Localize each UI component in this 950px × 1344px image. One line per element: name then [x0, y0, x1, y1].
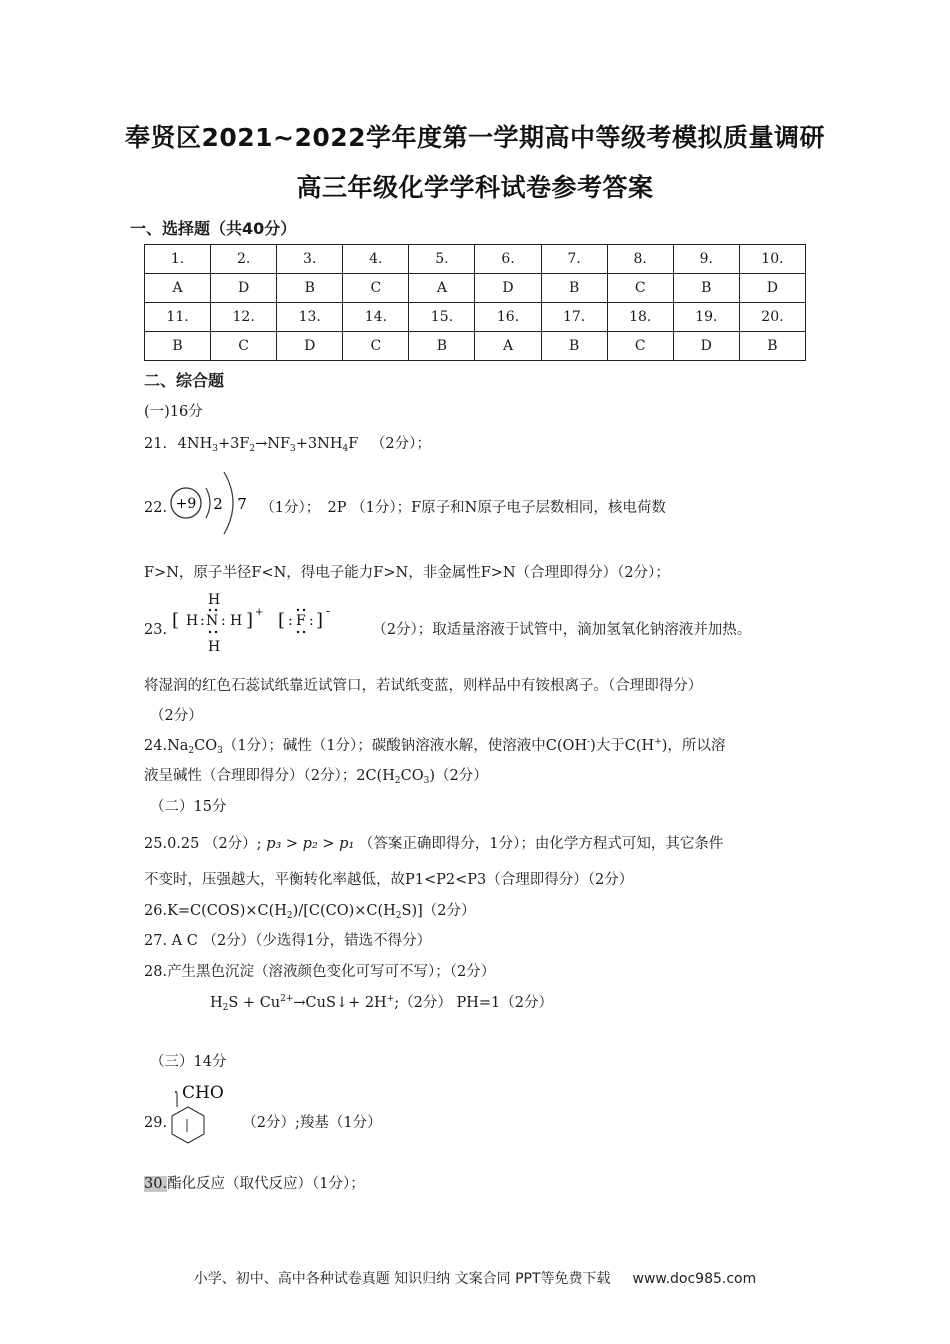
table-cell: C: [343, 332, 409, 361]
table-cell: 20.: [739, 303, 805, 332]
table-row-numbers-1: [145, 245, 806, 274]
question-number: 29.: [144, 1115, 168, 1131]
question-number: 24.: [144, 738, 168, 754]
table-cell: B: [739, 332, 805, 361]
table-cell: 11.: [145, 303, 211, 332]
question-24-line-2: 液呈碱性（合理即得分）（2分）；$2C(H_2CO_3)(2$分）: [144, 768, 488, 786]
table-cell: 8.: [607, 245, 673, 274]
table-cell: 5.: [409, 245, 475, 274]
title-line-2: 高三年级化学学科试卷参考答案: [296, 173, 654, 202]
table-cell: A: [145, 274, 211, 303]
bond-dots: :: [200, 613, 205, 629]
table-cell: 12.: [211, 303, 277, 332]
electron-dot: [303, 609, 305, 611]
part-1-heading: (一)16分: [144, 404, 203, 420]
footer: [0, 1268, 950, 1288]
question-number: 23.: [144, 622, 168, 638]
question-number: 22.: [144, 500, 168, 516]
section-2-heading: 二、综合题: [144, 371, 225, 390]
formula: $Na_2CO_3$: [167, 738, 223, 756]
question-28-line-1: 28.产生黑色沉淀（溶液颜色变化可写可不写）；（2分）: [144, 964, 496, 980]
bracket-left: [: [278, 610, 286, 631]
table-cell: 16.: [475, 303, 541, 332]
table-cell: C: [343, 274, 409, 303]
question-21: [144, 432, 431, 454]
table-cell: 4.: [343, 245, 409, 274]
table-cell: D: [475, 274, 541, 303]
table-cell: D: [211, 274, 277, 303]
bracket-right: ]: [246, 610, 254, 631]
question-number: 21.: [144, 436, 168, 452]
question-29: 29. （2分）;羧基（1分）: [144, 1115, 382, 1131]
table-row-numbers-2: [145, 303, 806, 332]
bond-dots: :: [288, 613, 293, 629]
table-cell: 3.: [277, 245, 343, 274]
electron-dot: [215, 609, 217, 611]
bond-dots: :: [309, 613, 314, 629]
table-cell: 14.: [343, 303, 409, 332]
equation: $4NH_3+3F_2\to NF_3+3NH_4F$: [177, 436, 359, 454]
question-number: 28.: [144, 964, 168, 980]
answer-table: [144, 244, 806, 361]
atom-h-bottom: H: [208, 639, 221, 655]
table-cell: 7.: [541, 245, 607, 274]
table-cell: 1.: [145, 245, 211, 274]
table-cell: 9.: [673, 245, 739, 274]
shell-arc-1: [206, 488, 210, 518]
table-cell: C: [607, 332, 673, 361]
table-cell: C: [211, 332, 277, 361]
atom-f: F: [296, 613, 306, 629]
ammonium-charge: +: [255, 607, 264, 618]
fluorine-atom-structure-diagram: [166, 460, 256, 550]
table-cell: C: [607, 274, 673, 303]
table-cell: 2.: [211, 245, 277, 274]
bracket-right: ]: [316, 610, 324, 631]
shell-1-electrons: 2: [213, 495, 223, 513]
question-25-line-1: 25.0.25 （2分）; p₃ > p₂ > p₁ （答案正确即得分，1分）；由化学方程式可知，其它条件: [144, 836, 724, 852]
electron-dot: [209, 609, 211, 611]
pressure-order: p₃ > p₂ > p₁: [266, 836, 355, 852]
table-row-answers-2: [145, 332, 806, 361]
atom-h-left: H: [186, 613, 199, 629]
bond-dots: :: [221, 613, 226, 629]
bracket-left: [: [172, 610, 180, 631]
footer-text: 小学、初中、高中各种试卷真题 知识归纳 文案合同 PPT等免费下载: [193, 1271, 611, 1287]
question-23-line-2: 将湿润的红色石蕊试纸靠近试管口，若试纸变蓝，则样品中有铵根离子。（合理即得分）: [144, 678, 703, 694]
table-cell: 13.: [277, 303, 343, 332]
table-cell: D: [673, 332, 739, 361]
question-number: 27.: [144, 933, 168, 949]
footer-url[interactable]: www.doc985.com: [632, 1271, 757, 1287]
atom-h-top: H: [208, 592, 221, 608]
shell-2-electrons: 7: [237, 495, 247, 513]
table-cell: B: [277, 274, 343, 303]
question-25-line-2: 不变时，压强越大，平衡转化率越低，故P1<P2<P3（合理即得分）（2分）: [144, 872, 634, 888]
table-cell: D: [739, 274, 805, 303]
question-28-line-2: $H_2S$ + $Cu^{2+}\to CuS↓+$ 2H+;（2分） PH=1（2分）: [210, 994, 553, 1013]
table-row-answers-1: [145, 274, 806, 303]
table-cell: 19.: [673, 303, 739, 332]
question-27: 27. A C （2分）（少选得1分，错选不得分）: [144, 933, 432, 949]
table-cell: 18.: [607, 303, 673, 332]
part-3-heading: （三）14分: [150, 1054, 227, 1070]
score: （2分）；: [370, 436, 431, 452]
question-22-line-1: 22. （1分）； 2P （1分）；F原子和N原子电子层数相同，核电荷数: [144, 500, 666, 516]
table-cell: B: [145, 332, 211, 361]
table-cell: A: [409, 274, 475, 303]
table-cell: A: [475, 332, 541, 361]
question-22-line-2: F>N，原子半径F<N，得电子能力F>N，非金属性F>N（合理即得分）（2分）；: [144, 565, 670, 581]
table-cell: 10.: [739, 245, 805, 274]
nucleus-charge: +9: [175, 496, 197, 512]
question-number: 26.: [144, 903, 168, 919]
table-cell: B: [673, 274, 739, 303]
table-cell: B: [541, 332, 607, 361]
section-1-heading: 一、选择题（共40分）: [130, 219, 297, 238]
question-26: $26.K=C(COS)\times C(H_2)/[C(CO)\times C(H_2S)](2$分）: [144, 903, 476, 921]
question-number: 30.: [144, 1176, 168, 1192]
table-cell: B: [541, 274, 607, 303]
question-23-line-1: 23. （2分）；取适量溶液于试管中，滴加氢氧化钠溶液并加热。: [144, 622, 752, 638]
question-24-line-1: $24.Na_2CO_3(1$分）；碱性（1分）；碳酸钠溶液水解，使溶液中C(OH-)大于C(H+)，所以溶: [144, 737, 726, 756]
electron-dot: [297, 609, 299, 611]
table-cell: B: [409, 332, 475, 361]
question-number: 25.: [144, 836, 168, 852]
table-cell: 6.: [475, 245, 541, 274]
part-2-heading: （二）15分: [150, 799, 227, 815]
cho-label: CHO: [182, 1083, 224, 1103]
table-cell: 15.: [409, 303, 475, 332]
question-23-line-3: （2分）: [150, 708, 203, 724]
atom-n: N: [206, 613, 219, 629]
shell-arc-2: [224, 472, 233, 534]
table-cell: D: [277, 332, 343, 361]
question-30: 30.酯化反应（取代反应）（1分）；: [144, 1176, 365, 1192]
table-cell: 17.: [541, 303, 607, 332]
fluoride-charge: -: [326, 604, 331, 618]
title-line-1: 奉贤区2021~2022学年度第一学期高中等级考模拟质量调研: [124, 123, 826, 152]
atom-h-right: H: [230, 613, 243, 629]
